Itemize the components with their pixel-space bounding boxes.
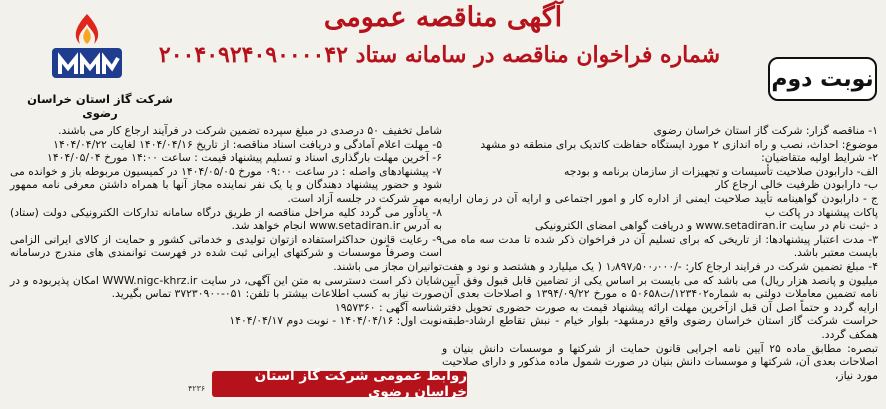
item-4: ۴- مبلغ تضمین شرکت در فرایند ارجاع کار: -/۱٫۸۹۷٫۵۰۰٫۰۰۰ ( یک میلیارد و هشتصد و نود و هفت میلیون و پانصد هزار ریال) می باشد که می بایست بر اساس یکی از تضامین قابل قبول وفق آیین نامه تضمین معاملات دولتی به شماره۱۲۳۴۰۲/ت۵۰۶۵۸ ه مورخ ۱۳۹۴/۰۹/۲۲ و اصلاحات بعدی آن ارایه گردد و حتماً اصل آن قبل ازآخرین مهلت ارائه پیشنهاد قیمت به صورت حضوری تحویل دفتر حراست شرکت گاز استان خراسان رضوی واقع درمشهد- بلوار خیام - نبش تقاطع ارشاد-طبقه همکف گردد.: [442, 259, 878, 341]
item-1: ۱- مناقصه گزار: شرکت گاز استان خراسان رضوی: [653, 124, 878, 137]
public-relations-banner: روابط عمومی شرکت گاز استان خراسان رضوی: [212, 371, 467, 397]
item-2d: د -ثبت نام در سایت www.setadiran.ir و دریافت گواهی امضای الکترونیکی: [534, 219, 878, 233]
contact-info: شایان ذکر است دسترسی به متن این آگهی، در سایت WWW.nigc-khrz.ir امکان پذیربوده و در صورت نیاز به کسب اطلاعات بیشتر با تلفن: ۰۵۱-۳۷۲۳۰۹۰۰ تماس بگیرید.: [10, 273, 442, 301]
discount-note: شامل تخفیف ۵۰ درصدی در مبلغ سپرده تضمین شرکت در فرآیند ارجاع کار می باشند.: [58, 124, 442, 137]
item-9: ۹- رعایت قانون حداکثراستفاده ازتوان تولیدی و خدماتی کشور و حمایت از کالای ایرانی الزامی است وصرفاً موسسات و شرکتهای ایرانی ثبت شده در فهرست توانمندی های مندرج درسامانه توانیران مجاز می باشند.: [10, 232, 442, 273]
right-column: [442, 124, 878, 382]
notice-id: شناسه آگهی : ۱۹۵۷۳۶۰: [334, 300, 442, 314]
item-6: ۶- آخرین مهلت بارگذاری اسناد و تسلیم پیشنهاد قیمت : ساعت ۱۴:۰۰ مورخ ۱۴۰۴/۰۵/۰۴: [47, 151, 442, 165]
item-7: ۷- پیشنهادهای واصله : در ساعت ۰۹:۰۰ مورخ ۱۴۰۴/۰۵/۰۵ در کمیسیون مربوطه باز و خوانده می شود و حضور پیشنهاد دهندگان و یا یک نفر نماینده مجاز آنها با همراه داشتن معرفی نامه ممهور به مهر شرکت در جلسه آزاد است.: [10, 164, 442, 205]
print-code: ۴۲۳۶: [188, 384, 206, 393]
item-3: ۳- مدت اعتبار پیشنهادها: از تاریخی که برای تسلیم آن در فراخوان ذکر شده تا مدت سه ماه می بایست معتبر باشد.: [442, 232, 878, 260]
item-2c: ج - دارابودن گواهینامه تأیید صلاحیت ایمنی از اداره کار و امور اجتماعی و ارایه آن در زمان ارایه پاکات پیشنهاد در پاکت ب: [442, 191, 878, 219]
subject: موضوع: احداث، نصب و راه اندازی ۲ مورد ایستگاه حفاظت کاتدیک برای منطقه دو مشهد: [480, 137, 878, 151]
gas-company-logo-icon: [46, 10, 128, 86]
item-2b: ب- دارابودن ظرفیت خالی ارجاع کار: [715, 178, 878, 192]
round-badge: نوبت دوم: [768, 57, 877, 101]
company-name: شرکت گاز استان خراسان رضوی: [27, 92, 173, 120]
item-2a: الف- دارابودن صلاحیت تأسیسات و تجهیزات از سازمان برنامه و بودجه: [563, 164, 878, 178]
item-5: ۵- مهلت اعلام آمادگی و دریافت اسناد مناقصه: از تاریخ ۱۴۰۴/۰۴/۱۶ لغایت ۱۴۰۴/۰۴/۲۲: [53, 137, 442, 151]
item-2: ۲- شرایط اولیه متقاضیان:: [761, 151, 878, 165]
left-column: [10, 124, 442, 328]
tender-number: شماره فراخوان مناقصه در سامانه ستاد ۲۰۰۴۰۹۲۴۰۹۰۰۰۰۴۲: [158, 42, 720, 68]
publication-dates: نوبت اول: ۱۴۰۴/۰۴/۱۶ - نوبت دوم ۱۴۰۴/۰۴/۱۷: [229, 314, 442, 328]
note: تبصره: مطابق ماده ۲۵ آیین نامه اجرایی قانون حمایت از شرکتها و موسسات دانش بنیان و اصلاحات بعدی آن، شرکتها و موسسات دانش بنیان در صورت شمول ماده مذکور و دارای صلاحیت مورد نیاز،: [442, 341, 878, 382]
notice-title: آگهی مناقصه عمومی: [323, 2, 563, 33]
item-8: ۸- یادآور می گردد کلیه مراحل مناقصه از طریق درگاه سامانه تدارکات الکترونیکی دولت (ستاد) به آدرس www.setadiran.ir انجام خواهد شد.: [10, 205, 442, 233]
